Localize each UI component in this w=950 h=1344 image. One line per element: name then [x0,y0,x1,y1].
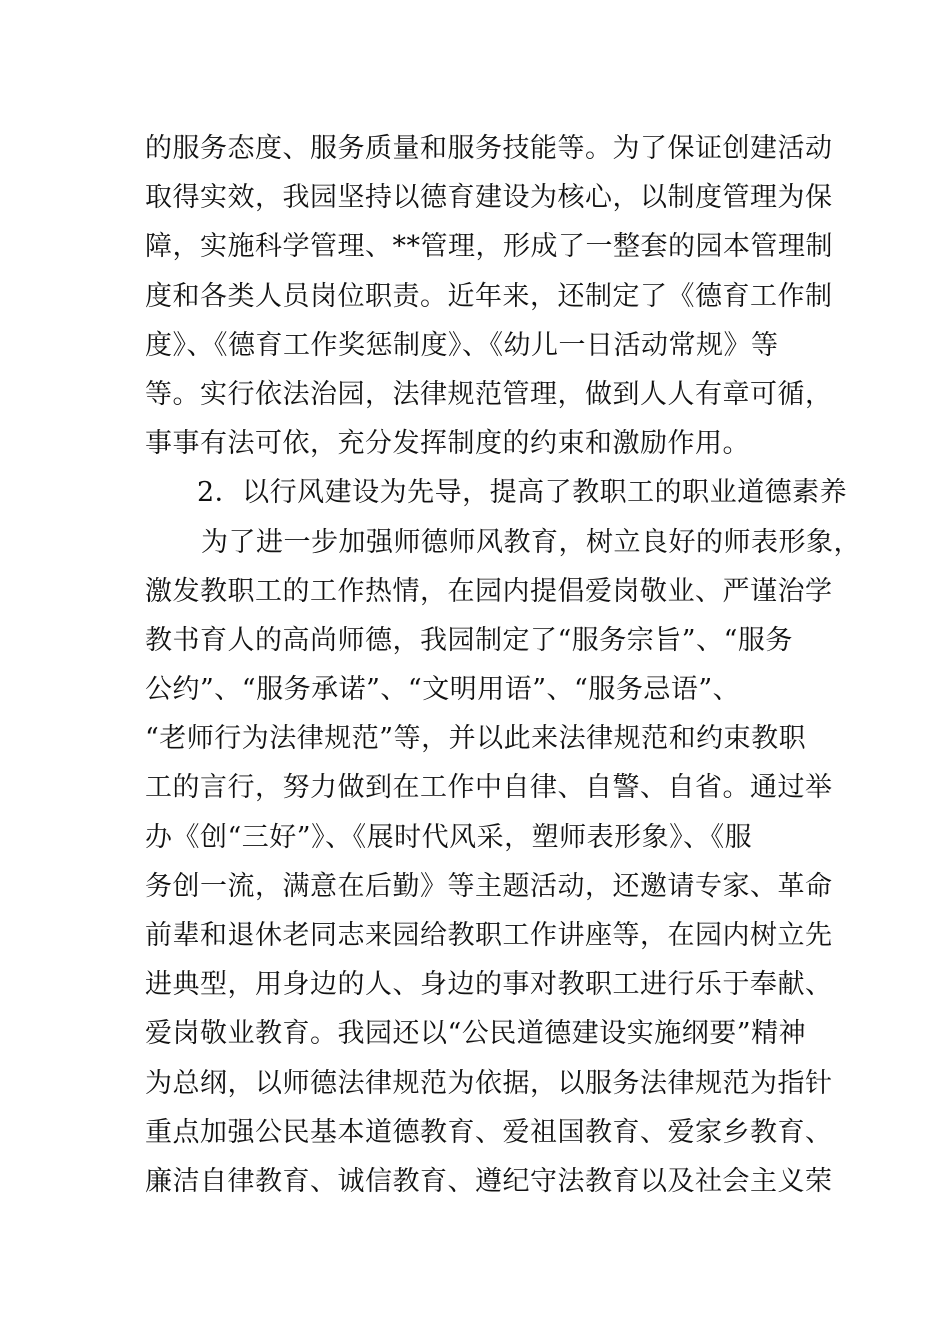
text-line: 前辈和退休老同志来园给教职工作讲座等，在园内树立先 [145,920,833,951]
text-line: 等。实行依法治园，法律规范管理，做到人人有章可循， [145,378,833,410]
text-line: 务创一流，满意在后勤》等主题活动，还邀请专家、革命 [145,870,833,902]
text-line: 工的言行，努力做到在工作中自律、自警、自省。通过举 [145,772,833,804]
text-line: 取得实效，我园坚持以德育建设为核心，以制度管理为保 [145,182,833,214]
text-line: 激发教职工的工作热情，在园内提倡爱岗敬业、严谨治学 [145,575,833,607]
text-line: 爱岗敬业教育。我园还以“公民道德建设实施纲要”精神 [145,1018,807,1050]
text-line: 教书育人的高尚师德，我园制定了“服务宗旨”、“服务 [145,624,793,656]
text-line: 度和各类人员岗位职责。近年来，还制定了《德育工作制 [145,280,833,312]
text-line: 重点加强公民基本道德教育、爱祖国教育、爱家乡教育、 [145,1116,833,1148]
text-line: 为总纲，以师德法律规范为依据，以服务法律规范为指针 [145,1067,833,1099]
text-line: 进典型，用身边的人、身边的事对教职工进行乐于奉献、 [145,969,833,1001]
paragraph-first-line: 为了进一步加强师德师风教育，树立良好的师表形象， [201,526,861,558]
text-line: “老师行为法律规范”等，并以此来法律规范和约束教职 [145,723,807,755]
text-line: 办《创“三好”》、《展时代风采，塑师表形象》、《服 [145,821,753,853]
body-text [145,124,861,1206]
text-line: 公约”、“服务承诺”、“文明用语”、“服务忌语”、 [145,674,741,706]
text-line: 障，实施科学管理、**管理，形成了一整套的园本管理制 [145,231,833,263]
text-line: 事事有法可依，充分发挥制度的约束和激励作用。 [145,428,750,460]
section-heading: 2．以行风建设为先导，提高了教职工的职业道德素养 [197,477,848,509]
text-line: 度》、《德育工作奖惩制度》、《幼儿一日活动常规》等 [145,329,779,361]
text-line: 廉洁自律教育、诚信教育、遵纪守法教育以及社会主义荣 [145,1165,833,1197]
text-line: 的服务态度、服务质量和服务技能等。为了保证创建活动 [145,133,833,164]
